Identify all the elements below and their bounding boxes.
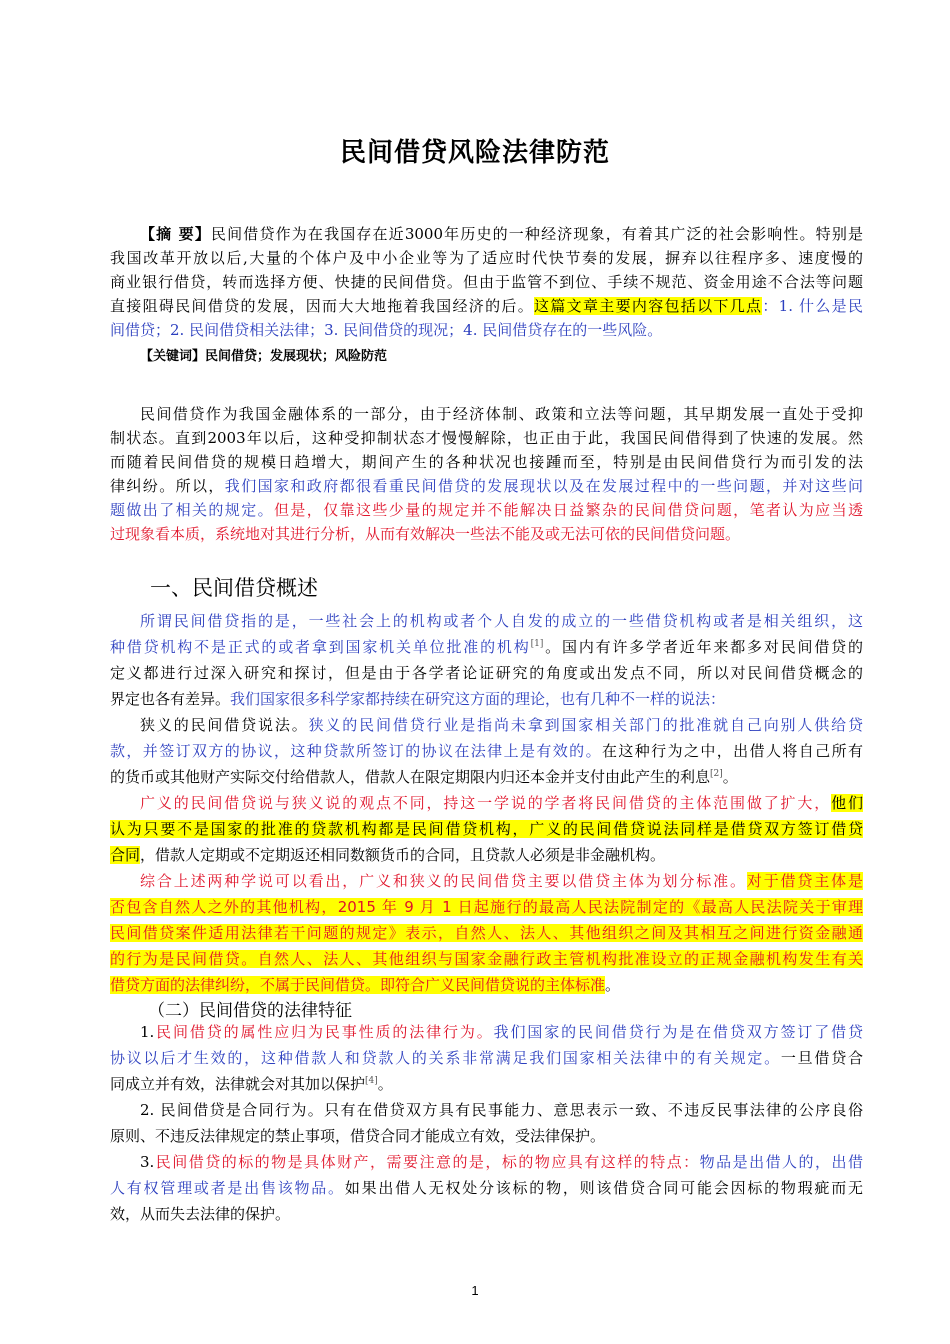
paragraph-line: 人有权管理或者是出售该物品。如果出借人无权处分该标的物，则该借贷合同可能会因标的物瑕疵而无 [110, 1179, 863, 1197]
highlighted-text: 认为只要不是国家的批准的贷款机构都是民间借贷机构，广义的民间借贷说法同样是借贷双方签订借贷 [110, 820, 863, 838]
abstract-line: 【摘 要】民间借贷作为在我国存在近3000年历史的一种经济现象，有着其广泛的社会影响性。特别是 [140, 225, 863, 243]
citation-ref: [4] [365, 1076, 378, 1086]
paragraph-line: 2. 民间借贷是合同行为。只有在借贷双方具有民事能力、意思表示一致、不违反民事法律的公序良俗 [140, 1101, 863, 1119]
subsection-heading: （二）民间借贷的法律特征 [148, 1001, 352, 1021]
paragraph-line: 所谓民间借贷指的是，一些社会上的机构或者个人自发的成立的一些借贷机构或者是相关组织，这 [140, 612, 863, 630]
paragraph-line: 效，从而失去法律的保护。 [110, 1205, 291, 1223]
document-title: 民间借贷风险法律防范 [339, 138, 610, 168]
paragraph-line: 广义的民间借贷说与狭义说的观点不同，持这一学说的学者将民间借贷的主体范围做了扩大，他们 [140, 794, 863, 812]
intro-paragraph [110, 402, 863, 546]
section2-body [110, 1019, 863, 1227]
abstract-line: 直接阻碍民间借贷的发展，因而大大地拖着我国经济的后。这篇文章主要内容包括以下几点：1. 什么是民 [110, 297, 863, 315]
paragraph-line: 题做出了相关的规定。但是，仅靠这些少量的规定并不能解决日益繁杂的民间借贷问题，笔者认为应当透 [110, 501, 863, 519]
paragraph-line: 过现象看本质，系统地对其进行分析，从而有效解决一些法不能及或无法可依的民间借贷问题。 [110, 525, 741, 543]
abstract-line: 商业银行借贷，转而选择方便、快捷的民间借贷。但由于监管不到位、手续不规范、资金用途不合法等问题 [110, 273, 863, 291]
highlighted-text: 的行为是民间借贷。自然人、法人、其他组织与国家金融行政主管机构批准设立的正规金融机构发生有关 [110, 950, 863, 968]
highlighted-text: 这篇文章主要内容包括以下几点 [534, 297, 763, 315]
paragraph-line [110, 920, 863, 946]
section-heading: 一、民间借贷概述 [150, 576, 318, 600]
abstract [110, 222, 863, 367]
abstract-label: 【摘 要】 [140, 225, 211, 243]
paragraph-line: 狭义的民间借贷说法。狭义的民间借贷行业是指尚未拿到国家相关部门的批准就自己向别人供给贷 [140, 716, 863, 734]
paragraph-line: 而随着民间借贷的规模日趋增大，期间产生的各种状况也接踵而至，特别是由民间借贷行为而引发的法 [110, 453, 863, 471]
paragraph-line: 定义都进行过深入研究和探讨，但是由于各学者论证研究的角度或出发点不同，所以对民间借贷概念的 [110, 664, 863, 682]
paragraph-line: 制状态。直到2003年以后，这种受抑制状态才慢慢解除，也正由于此，我国民间借得到了快速的发展。然 [110, 429, 863, 447]
keywords: 【关键词】民间借贷；发展现状；风险防范 [140, 349, 388, 364]
paragraph-line: 种借贷机构不是正式的或者拿到国家机关单位批准的机构[1]。国内有许多学者近年来都多对民间借贷的 [110, 638, 863, 656]
abstract-line: 我国改革开放以后,大量的个体户及中小企业等为了适应时代快节奏的发展，摒弃以往程序多、速度慢的 [110, 249, 863, 267]
paragraph-line: 合同，借款人定期或不定期返还相同数额货币的合同，且贷款人必须是非金融机构。 [110, 846, 666, 864]
paragraph-line: 款，并签订双方的协议，这种贷款所签订的协议在法律上是有效的。在这种行为之中，出借人将自己所有 [110, 742, 863, 760]
highlighted-text: 他们 [831, 794, 863, 812]
page-number: 1 [471, 1283, 479, 1298]
highlighted-text: 借贷方面的法律纠纷，不属于民间借贷。即符合广义民间借贷说的主体标准 [110, 976, 606, 994]
paragraph-line: 3.民间借贷的标的物是具体财产，需要注意的是，标的物应具有这样的特点：物品是出借人的，出借 [140, 1153, 863, 1171]
paragraph-line: 的货币或其他财产实际交付给借款人，借款人在限定期限内归还本金并支付由此产生的利息[2]。 [110, 768, 738, 786]
section1-body [110, 608, 863, 998]
paragraph-line: 综合上述两种学说可以看出，广义和狭义的民间借贷主要以借贷主体为划分标准。对于借贷主体是 [140, 872, 863, 890]
paragraph-line: 协议以后才生效的，这种借款人和贷款人的关系非常满足我们国家相关法律中的有关规定。一旦借贷合 [110, 1049, 863, 1067]
citation-ref: [2] [710, 769, 723, 779]
paragraph-line: 同成立并有效，法律就会对其加以保护[4]。 [110, 1075, 393, 1093]
highlighted-text: 民间借贷案件适用法律若干问题的规定》表示，自然人、法人、其他组织之间及其相互之间进行资金融通 [110, 924, 863, 942]
paragraph-line [110, 894, 863, 920]
citation-ref: [1] [530, 639, 544, 649]
paragraph-line: 民间借贷作为我国金融体系的一部分，由于经济体制、政策和立法等问题，其早期发展一直处于受抑 [140, 405, 863, 423]
abstract-line: 间借贷；2. 民间借贷相关法律；3. 民间借贷的现况；4. 民间借贷存在的一些风险。 [110, 321, 663, 339]
highlighted-text: 对于借贷主体是 [746, 872, 863, 890]
highlighted-text: 合同 [110, 846, 141, 864]
paragraph-line: 律纠纷。所以，我们国家和政府都很看重民间借贷的发展现状以及在发展过程中的一些问题，并对这些问 [110, 477, 863, 495]
paragraph-line: 原则、不违反法律规定的禁止事项，借贷合同才能成立有效，受法律保护。 [110, 1127, 606, 1145]
paragraph-line [110, 946, 863, 972]
paragraph-line: 借贷方面的法律纠纷，不属于民间借贷。即符合广义民间借贷说的主体标准。 [110, 976, 621, 994]
paragraph-line: 界定也各有差异。我们国家很多科学家都持续在研究这方面的理论，也有几种不一样的说法： [110, 690, 726, 708]
highlighted-text: 否包含自然人之外的其他机构，2015 年 9 月 1 日起施行的最高人民法院制定的《最高人民法院关于审理 [110, 898, 863, 916]
paragraph-line: 1.民间借贷的属性应归为民事性质的法律行为。我们国家的民间借贷行为是在借贷双方签订了借贷 [140, 1023, 863, 1041]
paragraph-line [110, 816, 863, 842]
